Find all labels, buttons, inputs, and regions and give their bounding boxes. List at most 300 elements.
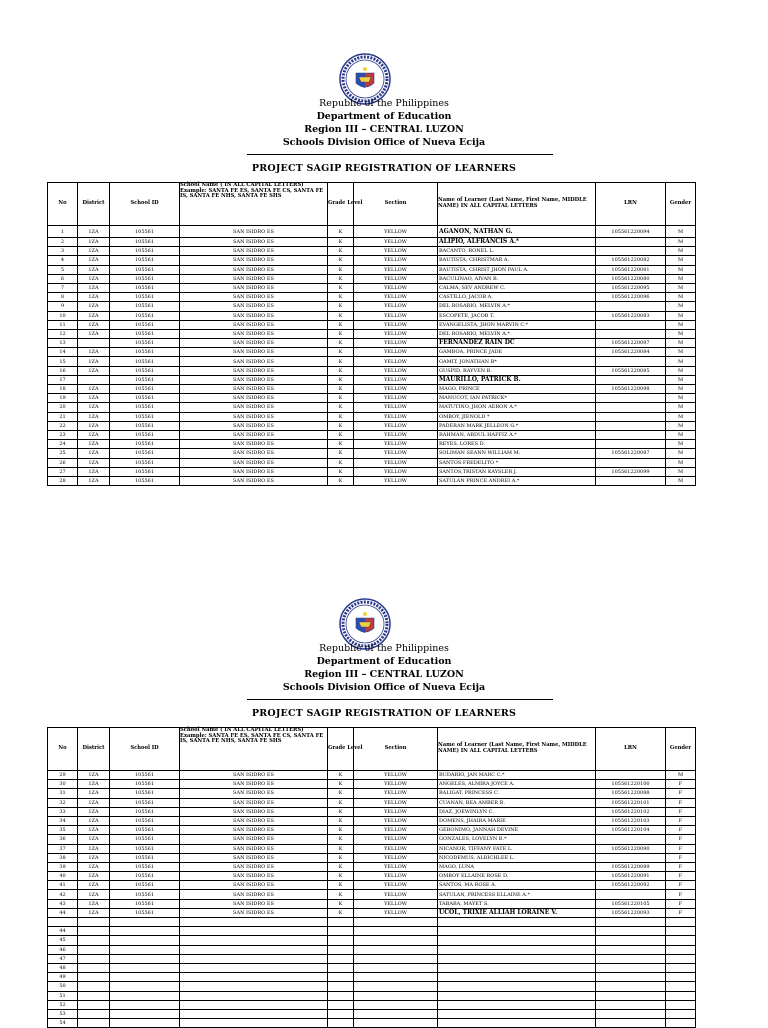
table-row [48, 807, 696, 816]
row-gender: M [666, 329, 696, 338]
table-row [48, 771, 696, 780]
row-school-name: SAN ISIDRO ES [180, 394, 328, 403]
row-school-id: 105561 [110, 293, 180, 302]
row-gender: F [666, 844, 696, 853]
row-district: 1ZA [78, 853, 110, 862]
row-school-id: 105561 [110, 320, 180, 329]
row-gender: M [666, 394, 696, 403]
row-section [354, 973, 438, 982]
row-gender [666, 954, 696, 963]
row-lrn: 105561220102 [596, 807, 666, 816]
row-grade [328, 963, 354, 972]
row-grade [328, 927, 354, 936]
row-lrn: 105561220088 [596, 789, 666, 798]
row-learner-name: GAMBOA, PRINCE JADE [438, 348, 596, 357]
row-school-name: SAN ISIDRO ES [180, 771, 328, 780]
row-no: 5 [48, 265, 78, 274]
row-school-name: SAN ISIDRO ES [180, 421, 328, 430]
row-grade: K [328, 320, 354, 329]
row-grade [328, 1000, 354, 1009]
table-row [48, 430, 696, 439]
table-row [48, 339, 696, 348]
row-grade: K [328, 476, 354, 485]
table-row [48, 247, 696, 256]
row-school-name: SAN ISIDRO ES [180, 412, 328, 421]
col-district: District [78, 728, 110, 771]
row-lrn [596, 375, 666, 384]
row-no: 12 [48, 329, 78, 338]
row-grade: K [328, 339, 354, 348]
row-school-name: SAN ISIDRO ES [180, 430, 328, 439]
row-school-id: 105561 [110, 467, 180, 476]
row-school-name: SAN ISIDRO ES [180, 293, 328, 302]
row-learner-name: NICANOR, TIFFANY FATE L. [438, 844, 596, 853]
row-district [78, 963, 110, 972]
row-grade: K [328, 256, 354, 265]
row-gender: M [666, 293, 696, 302]
row-no: 34 [48, 816, 78, 825]
row-gender: F [666, 816, 696, 825]
row-district [78, 1009, 110, 1018]
row-no: 42 [48, 890, 78, 899]
row-learner-name: GONZALES, LOVELYN B.* [438, 835, 596, 844]
row-grade: K [328, 881, 354, 890]
row-section: YELLOW [354, 311, 438, 320]
row-learner-name: SANTOS FREDELITO * [438, 458, 596, 467]
row-school-name: SAN ISIDRO ES [180, 816, 328, 825]
row-grade: K [328, 311, 354, 320]
table-row [48, 835, 696, 844]
row-learner-name [438, 945, 596, 954]
row-district: 1ZA [78, 890, 110, 899]
row-grade: K [328, 421, 354, 430]
row-no: 18 [48, 385, 78, 394]
row-school-name: SAN ISIDRO ES [180, 476, 328, 485]
row-gender: F [666, 853, 696, 862]
row-no: 24 [48, 440, 78, 449]
row-section: YELLOW [354, 430, 438, 439]
row-lrn: 105561220085 [596, 366, 666, 375]
row-district: 1ZA [78, 881, 110, 890]
table-row [48, 899, 696, 908]
row-section: YELLOW [354, 394, 438, 403]
row-school-name: SAN ISIDRO ES [180, 780, 328, 789]
row-district [78, 1019, 110, 1028]
row-district: 1ZA [78, 226, 110, 238]
table-row [48, 440, 696, 449]
row-section [354, 1019, 438, 1028]
row-gender [666, 973, 696, 982]
row-learner-name: GERONIMO, JANNAH DEVINE [438, 826, 596, 835]
row-section: YELLOW [354, 771, 438, 780]
table-row [48, 375, 696, 384]
row-school-id: 105561 [110, 302, 180, 311]
row-gender [666, 1019, 696, 1028]
row-grade: K [328, 458, 354, 467]
row-grade: K [328, 412, 354, 421]
row-learner-name: BAUTISTA, CHRIST JHON PAUL A. [438, 265, 596, 274]
row-no: 44 [48, 927, 78, 936]
row-gender: M [666, 375, 696, 384]
row-district [78, 339, 110, 348]
row-gender: F [666, 899, 696, 908]
row-gender: M [666, 403, 696, 412]
row-no: 9 [48, 302, 78, 311]
row-lrn: 105561220099 [596, 467, 666, 476]
row-school-name: SAN ISIDRO ES [180, 256, 328, 265]
row-learner-name: UCOL, TRIXIE ALLIAH LORAINE V. [438, 908, 596, 917]
row-learner-name: SOLIMAN SEANN WILLIAM M. [438, 449, 596, 458]
row-gender: M [666, 283, 696, 292]
table-header-row [48, 183, 696, 226]
table-row [48, 476, 696, 485]
blank-row [48, 1000, 696, 1009]
table-row [48, 798, 696, 807]
row-district [78, 375, 110, 384]
row-school-name: SAN ISIDRO ES [180, 320, 328, 329]
row-school-name: SAN ISIDRO ES [180, 226, 328, 238]
row-gender: F [666, 780, 696, 789]
row-no: 7 [48, 283, 78, 292]
row-section: YELLOW [354, 348, 438, 357]
row-district: 1ZA [78, 430, 110, 439]
table-row [48, 256, 696, 265]
row-school-name: SAN ISIDRO ES [180, 348, 328, 357]
row-district [78, 927, 110, 936]
row-no: 28 [48, 476, 78, 485]
row-lrn: 105561220091 [596, 872, 666, 881]
row-no: 14 [48, 348, 78, 357]
row-district: 1ZA [78, 440, 110, 449]
table-row [48, 789, 696, 798]
row-learner-name: PADERAN MARK JELLEON G.* [438, 421, 596, 430]
row-grade: K [328, 807, 354, 816]
row-lrn: 105561220100 [596, 780, 666, 789]
row-school-name [180, 973, 328, 982]
row-school-name: SAN ISIDRO ES [180, 311, 328, 320]
department-line: Department of Education [316, 656, 452, 667]
row-district: 1ZA [78, 329, 110, 338]
row-district: 1ZA [78, 458, 110, 467]
row-gender: M [666, 256, 696, 265]
table-row [48, 238, 696, 247]
row-lrn [596, 247, 666, 256]
row-gender: M [666, 421, 696, 430]
row-no: 31 [48, 789, 78, 798]
row-school-name: SAN ISIDRO ES [180, 265, 328, 274]
row-section: YELLOW [354, 881, 438, 890]
row-no: 8 [48, 293, 78, 302]
row-school-id: 105561 [110, 908, 180, 917]
row-lrn: 105561220083 [596, 311, 666, 320]
row-gender [666, 945, 696, 954]
row-section [354, 936, 438, 945]
row-gender: M [666, 430, 696, 439]
row-district: 1ZA [78, 293, 110, 302]
row-school-id: 105561 [110, 412, 180, 421]
row-section: YELLOW [354, 329, 438, 338]
row-gender [666, 1009, 696, 1018]
region-line: Region III – CENTRAL LUZON [304, 669, 464, 680]
row-lrn [596, 421, 666, 430]
row-gender [666, 936, 696, 945]
row-no: 17 [48, 375, 78, 384]
row-school-id: 105561 [110, 899, 180, 908]
row-district: 1ZA [78, 467, 110, 476]
row-school-id: 105561 [110, 798, 180, 807]
table-row [48, 302, 696, 311]
row-section: YELLOW [354, 798, 438, 807]
row-grade: K [328, 908, 354, 917]
row-school-name: SAN ISIDRO ES [180, 789, 328, 798]
row-gender: F [666, 826, 696, 835]
row-school-name: SAN ISIDRO ES [180, 908, 328, 917]
row-school-id: 105561 [110, 283, 180, 292]
row-school-name: SAN ISIDRO ES [180, 798, 328, 807]
row-lrn [596, 394, 666, 403]
row-district: 1ZA [78, 421, 110, 430]
col-no: No [48, 728, 78, 771]
col-gender: Gender [666, 728, 696, 771]
row-no: 39 [48, 862, 78, 871]
row-section: YELLOW [354, 780, 438, 789]
row-district: 1ZA [78, 844, 110, 853]
row-school-id: 105561 [110, 348, 180, 357]
row-grade: K [328, 403, 354, 412]
row-learner-name: BACANTO, RONEL L. [438, 247, 596, 256]
row-learner-name: GUSPID, RAYVEN B. [438, 366, 596, 375]
row-grade: K [328, 780, 354, 789]
row-school-name: SAN ISIDRO ES [180, 862, 328, 871]
row-school-id: 105561 [110, 440, 180, 449]
row-no [48, 918, 78, 927]
row-lrn [596, 771, 666, 780]
row-district: 1ZA [78, 449, 110, 458]
row-gender: F [666, 789, 696, 798]
row-no: 41 [48, 881, 78, 890]
col-learner-name: Name of Learner (Last Name, First Name, MIDDLE NAME) IN ALL CAPITAL LETTERS [438, 728, 596, 771]
row-section [354, 945, 438, 954]
row-school-id [110, 963, 180, 972]
row-learner-name: MATUTINO, JHON AERON A.* [438, 403, 596, 412]
row-school-id: 105561 [110, 421, 180, 430]
row-school-id: 105561 [110, 835, 180, 844]
row-grade [328, 936, 354, 945]
table-row [48, 890, 696, 899]
row-no: 25 [48, 449, 78, 458]
row-gender: M [666, 357, 696, 366]
republic-line: Republic of the Philippines [319, 643, 449, 654]
row-gender: M [666, 449, 696, 458]
row-district: 1ZA [78, 265, 110, 274]
row-school-name [180, 1009, 328, 1018]
table-row [48, 357, 696, 366]
row-section: YELLOW [354, 320, 438, 329]
republic-line: Republic of the Philippines [319, 98, 449, 109]
row-grade: K [328, 366, 354, 375]
row-section: YELLOW [354, 357, 438, 366]
row-grade: K [328, 348, 354, 357]
row-district: 1ZA [78, 908, 110, 917]
row-district: 1ZA [78, 807, 110, 816]
row-section: YELLOW [354, 385, 438, 394]
row-school-id: 105561 [110, 329, 180, 338]
row-gender: M [666, 274, 696, 283]
row-school-name: SAN ISIDRO ES [180, 449, 328, 458]
row-no: 27 [48, 467, 78, 476]
row-gender: F [666, 881, 696, 890]
row-section [354, 963, 438, 972]
row-school-name: SAN ISIDRO ES [180, 385, 328, 394]
row-grade [328, 991, 354, 1000]
row-gender [666, 991, 696, 1000]
row-district: 1ZA [78, 835, 110, 844]
blank-row [48, 1019, 696, 1028]
blank-row [48, 927, 696, 936]
row-no: 29 [48, 771, 78, 780]
row-school-id: 105561 [110, 844, 180, 853]
row-no: 52 [48, 1000, 78, 1009]
row-lrn: 105561220096 [596, 293, 666, 302]
row-school-id: 105561 [110, 780, 180, 789]
row-learner-name: CALMA, SEV ANDREW C. [438, 283, 596, 292]
row-district: 1ZA [78, 899, 110, 908]
col-grade: Grade Level [328, 183, 354, 226]
table-row [48, 293, 696, 302]
blank-row [48, 918, 696, 927]
row-district: 1ZA [78, 476, 110, 485]
row-school-id: 105561 [110, 458, 180, 467]
row-learner-name: GAMIT, JONATHAN B* [438, 357, 596, 366]
row-lrn: 105561220082 [596, 256, 666, 265]
row-gender [666, 1000, 696, 1009]
row-learner-name: EVANGELISTA, JHON MARVIN C.* [438, 320, 596, 329]
row-section: YELLOW [354, 247, 438, 256]
row-lrn: 105561220089 [596, 862, 666, 871]
row-district [78, 982, 110, 991]
row-no: 11 [48, 320, 78, 329]
row-gender: M [666, 385, 696, 394]
row-learner-name: SANTOS, MA ROSE A. [438, 881, 596, 890]
row-no: 26 [48, 458, 78, 467]
row-lrn [596, 440, 666, 449]
row-learner-name: DOMENS, JHAIRA MARIE [438, 816, 596, 825]
row-learner-name: BALIGAT, PRINCESS C. [438, 789, 596, 798]
table-row [48, 421, 696, 430]
row-section: YELLOW [354, 853, 438, 862]
table-row [48, 816, 696, 825]
row-school-id: 105561 [110, 247, 180, 256]
row-school-id: 105561 [110, 385, 180, 394]
row-lrn [596, 973, 666, 982]
col-school-name: School Name ( IN ALL CAPITAL LETTERS) Example: SANTA FE ES, SANTA FE CS, SANTA FE IS, SANTA FE NHS, SANTA FE SHS [180, 728, 328, 771]
row-gender: F [666, 862, 696, 871]
table-row [48, 348, 696, 357]
row-lrn [596, 412, 666, 421]
row-no: 35 [48, 826, 78, 835]
row-school-id [110, 954, 180, 963]
row-lrn [596, 329, 666, 338]
row-grade: K [328, 238, 354, 247]
row-school-name: SAN ISIDRO ES [180, 440, 328, 449]
row-lrn [596, 954, 666, 963]
row-district: 1ZA [78, 789, 110, 798]
row-school-id: 105561 [110, 375, 180, 384]
blank-row [48, 991, 696, 1000]
row-learner-name: ESCOPETE, JACOB T. [438, 311, 596, 320]
row-gender: F [666, 872, 696, 881]
row-school-name: SAN ISIDRO ES [180, 366, 328, 375]
row-gender [666, 918, 696, 927]
row-grade: K [328, 394, 354, 403]
table-row [48, 881, 696, 890]
row-school-name: SAN ISIDRO ES [180, 807, 328, 816]
row-district: 1ZA [78, 238, 110, 247]
row-district: 1ZA [78, 247, 110, 256]
row-school-name [180, 963, 328, 972]
row-school-name: SAN ISIDRO ES [180, 844, 328, 853]
row-grade [328, 945, 354, 954]
col-section: Section [354, 728, 438, 771]
row-no: 33 [48, 807, 78, 816]
row-school-id [110, 936, 180, 945]
row-no: 37 [48, 844, 78, 853]
row-lrn [596, 302, 666, 311]
row-no: 40 [48, 872, 78, 881]
row-district: 1ZA [78, 872, 110, 881]
table-row [48, 458, 696, 467]
row-lrn [596, 1009, 666, 1018]
row-school-id: 105561 [110, 265, 180, 274]
row-learner-name: REYES, LORES D. [438, 440, 596, 449]
row-learner-name: OMBOY ELLAINE ROSE D. [438, 872, 596, 881]
row-school-name: SAN ISIDRO ES [180, 881, 328, 890]
row-gender [666, 963, 696, 972]
row-school-name: SAN ISIDRO ES [180, 835, 328, 844]
row-school-id: 105561 [110, 890, 180, 899]
row-learner-name [438, 918, 596, 927]
row-no: 19 [48, 394, 78, 403]
row-grade: K [328, 265, 354, 274]
table-row [48, 394, 696, 403]
row-no: 13 [48, 339, 78, 348]
row-learner-name [438, 1009, 596, 1018]
form-title: PROJECT SAGIP REGISTRATION OF LEARNERS [251, 708, 517, 719]
row-gender: F [666, 835, 696, 844]
table-row [48, 311, 696, 320]
row-section: YELLOW [354, 826, 438, 835]
learner-rows-page-2 [48, 771, 696, 1028]
row-section [354, 982, 438, 991]
row-district: 1ZA [78, 412, 110, 421]
row-district [78, 991, 110, 1000]
row-school-id [110, 927, 180, 936]
blank-row [48, 963, 696, 972]
blank-row [48, 1009, 696, 1018]
row-gender: F [666, 908, 696, 917]
row-district: 1ZA [78, 771, 110, 780]
row-no: 20 [48, 403, 78, 412]
row-district: 1ZA [78, 826, 110, 835]
row-district [78, 936, 110, 945]
row-no: 36 [48, 835, 78, 844]
row-no: 47 [48, 954, 78, 963]
row-learner-name: RAHMAN, ABDUL HAFFIZ A.* [438, 430, 596, 439]
row-school-name [180, 954, 328, 963]
row-school-id: 105561 [110, 366, 180, 375]
row-school-id: 105561 [110, 226, 180, 238]
row-section: YELLOW [354, 899, 438, 908]
